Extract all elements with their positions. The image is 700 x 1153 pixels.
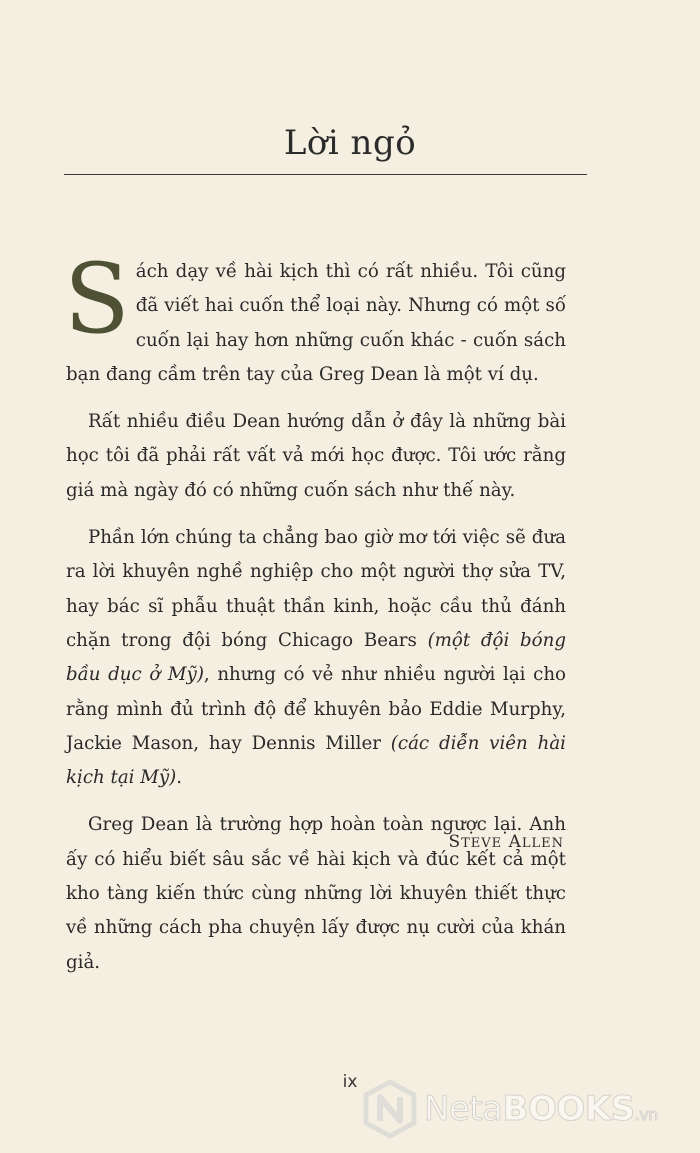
body-text [64, 243, 566, 980]
paragraph-3-part-3: . [176, 767, 183, 789]
paragraph-3 [66, 521, 566, 795]
paragraph-1 [64, 243, 566, 392]
paragraph-3-italic-2: (các diễn viên hài kịch tại Mỹ) [66, 732, 566, 789]
paragraph-1-text: ách dạy về hài kịch thì có rất nhiều. Tôi cũng đã viết hai cuốn thể loại này. Nhưng có một số cuốn lại hay hơn những cuốn khác - cuốn sách bạn đang cầm trên tay của Greg Dean là một ví dụ. [66, 261, 566, 385]
drop-cap: S [64, 243, 130, 355]
page-title: Lời ngỏ [283, 123, 417, 163]
paragraph-3-part-2: , nhưng có vẻ như nhiều người lại cho rằng mình đủ trình độ để khuyên bảo Eddie Murphy, Jackie Mason, hay Dennis Miller [66, 664, 566, 754]
netabooks-hexagon-logo-icon [362, 1079, 418, 1139]
page-number: ix [342, 1072, 358, 1092]
paragraph-3-italic-1: (một đội bóng bầu dục ở Mỹ) [66, 629, 566, 686]
watermark-text: NetaBOOKS.vn [424, 1089, 658, 1129]
paragraph-3-part-1: Phần lớn chúng ta chẳng bao giờ mơ tới việc sẽ đưa ra lời khuyên nghề nghiệp cho một người thợ sửa TV, hay bác sĩ phẫu thuật thần kinh, hoặc cầu thủ đánh chặn trong đội bóng Chicago Bears [66, 527, 566, 651]
watermark [362, 1077, 692, 1141]
paragraph-4: Greg Dean là trường hợp hoàn toàn ngược lại. Anh ấy có hiểu biết sâu sắc về hài kịch và đúc kết cả một kho tàng kiến thức cùng những lời khuyên thiết thực về những cách pha chuyện lấy được nụ cười của khán giả. [66, 814, 566, 973]
author-signature: STEVE ALLEN [448, 832, 564, 852]
paragraph-2: Rất nhiều điều Dean hướng dẫn ở đây là những bài học tôi đã phải rất vất vả mới học được. Tôi ước rằng giá mà ngày đó có những cuốn sách như thế này. [66, 411, 566, 501]
title-rule [64, 174, 587, 175]
